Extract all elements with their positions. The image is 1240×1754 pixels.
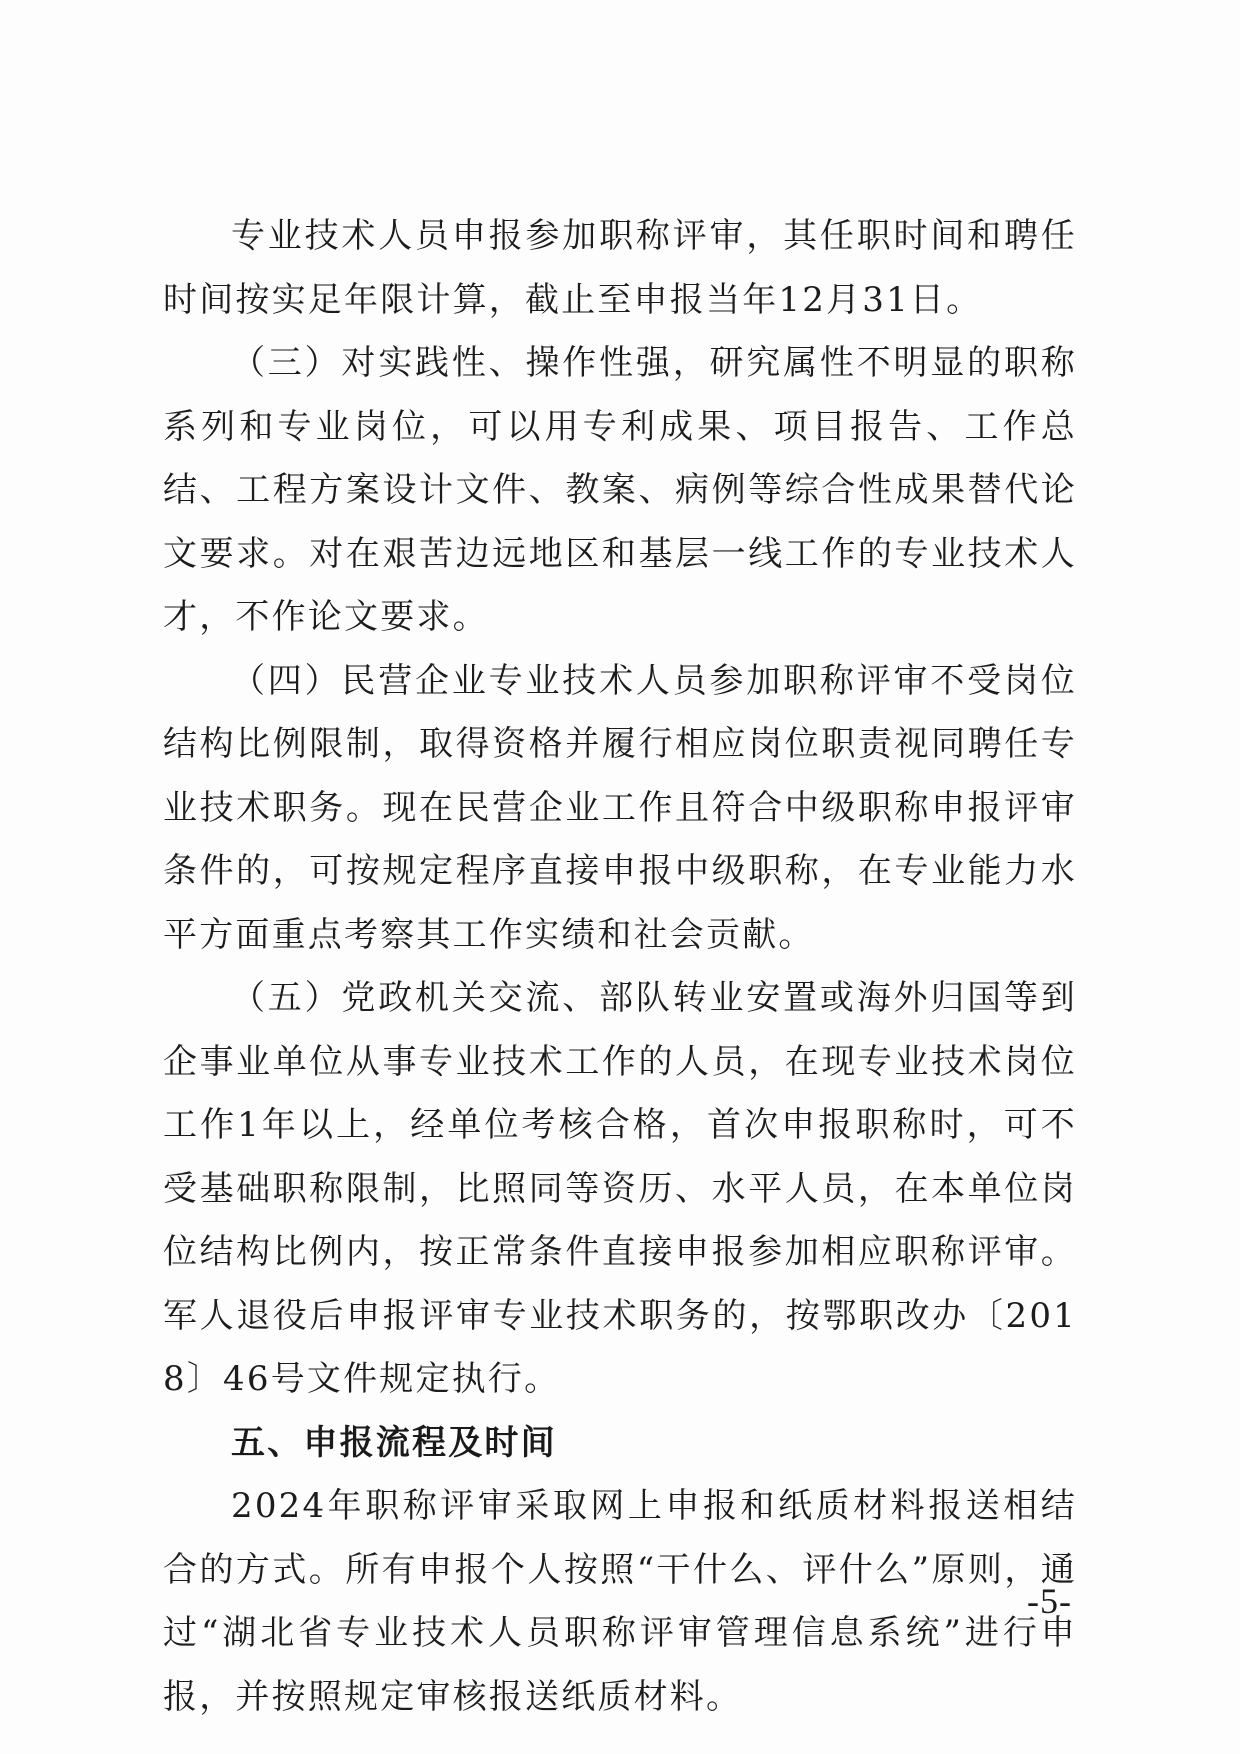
paragraph-practical-positions: （三）对实践性、操作性强，研究属性不明显的职称系列和专业岗位，可以用专利成果、项目报告、工作总结、工程方案设计文件、教案、病例等综合性成果替代论文要求。对在艰苦边远地区和基层一线工作的专业技术人才，不作论文要求。 bbox=[163, 343, 1077, 637]
page-number: -5- bbox=[1027, 1581, 1072, 1621]
paragraph-application-process: 2024年职称评审采取网上申报和纸质材料报送相结合的方式。所有申报个人按照“干什么、评什么”原则，通过“湖北省专业技术人员职称评审管理信息系统”进行申报，并按照规定审核报送纸质材料。 bbox=[163, 1486, 1077, 1717]
section-heading: 五、申报流程及时间 bbox=[231, 1422, 557, 1463]
paragraph-private-enterprise: （四）民营企业专业技术人员参加职称评审不受岗位结构比例限制，取得资格并履行相应岗位职责视同聘任专业技术职务。现在民营企业工作且符合中级职称申报评审条件的，可按规定程序直接申报中级职称，在专业能力水平方面重点考察其工作实绩和社会贡献。 bbox=[163, 660, 1077, 955]
document-body bbox=[163, 205, 1077, 1729]
paragraph-transfer-personnel: （五）党政机关交流、部队转业安置或海外归国等到企事业单位从事专业技术工作的人员，在现专业技术岗位工作1年以上，经单位考核合格，首次申报职称时，可不受基础职称限制，比照同等资历、水平人员，在本单位岗位结构比例内，按正常条件直接申报参加相应职称评审。军人退役后申报评审专业技术职务的，按鄂职改办〔2018〕46号文件规定执行。 bbox=[163, 978, 1077, 1399]
paragraph-appointment-time: 专业技术人员申报参加职称评审，其任职时间和聘任时间按实足年限计算，截止至申报当年12月31日。 bbox=[163, 216, 1077, 320]
